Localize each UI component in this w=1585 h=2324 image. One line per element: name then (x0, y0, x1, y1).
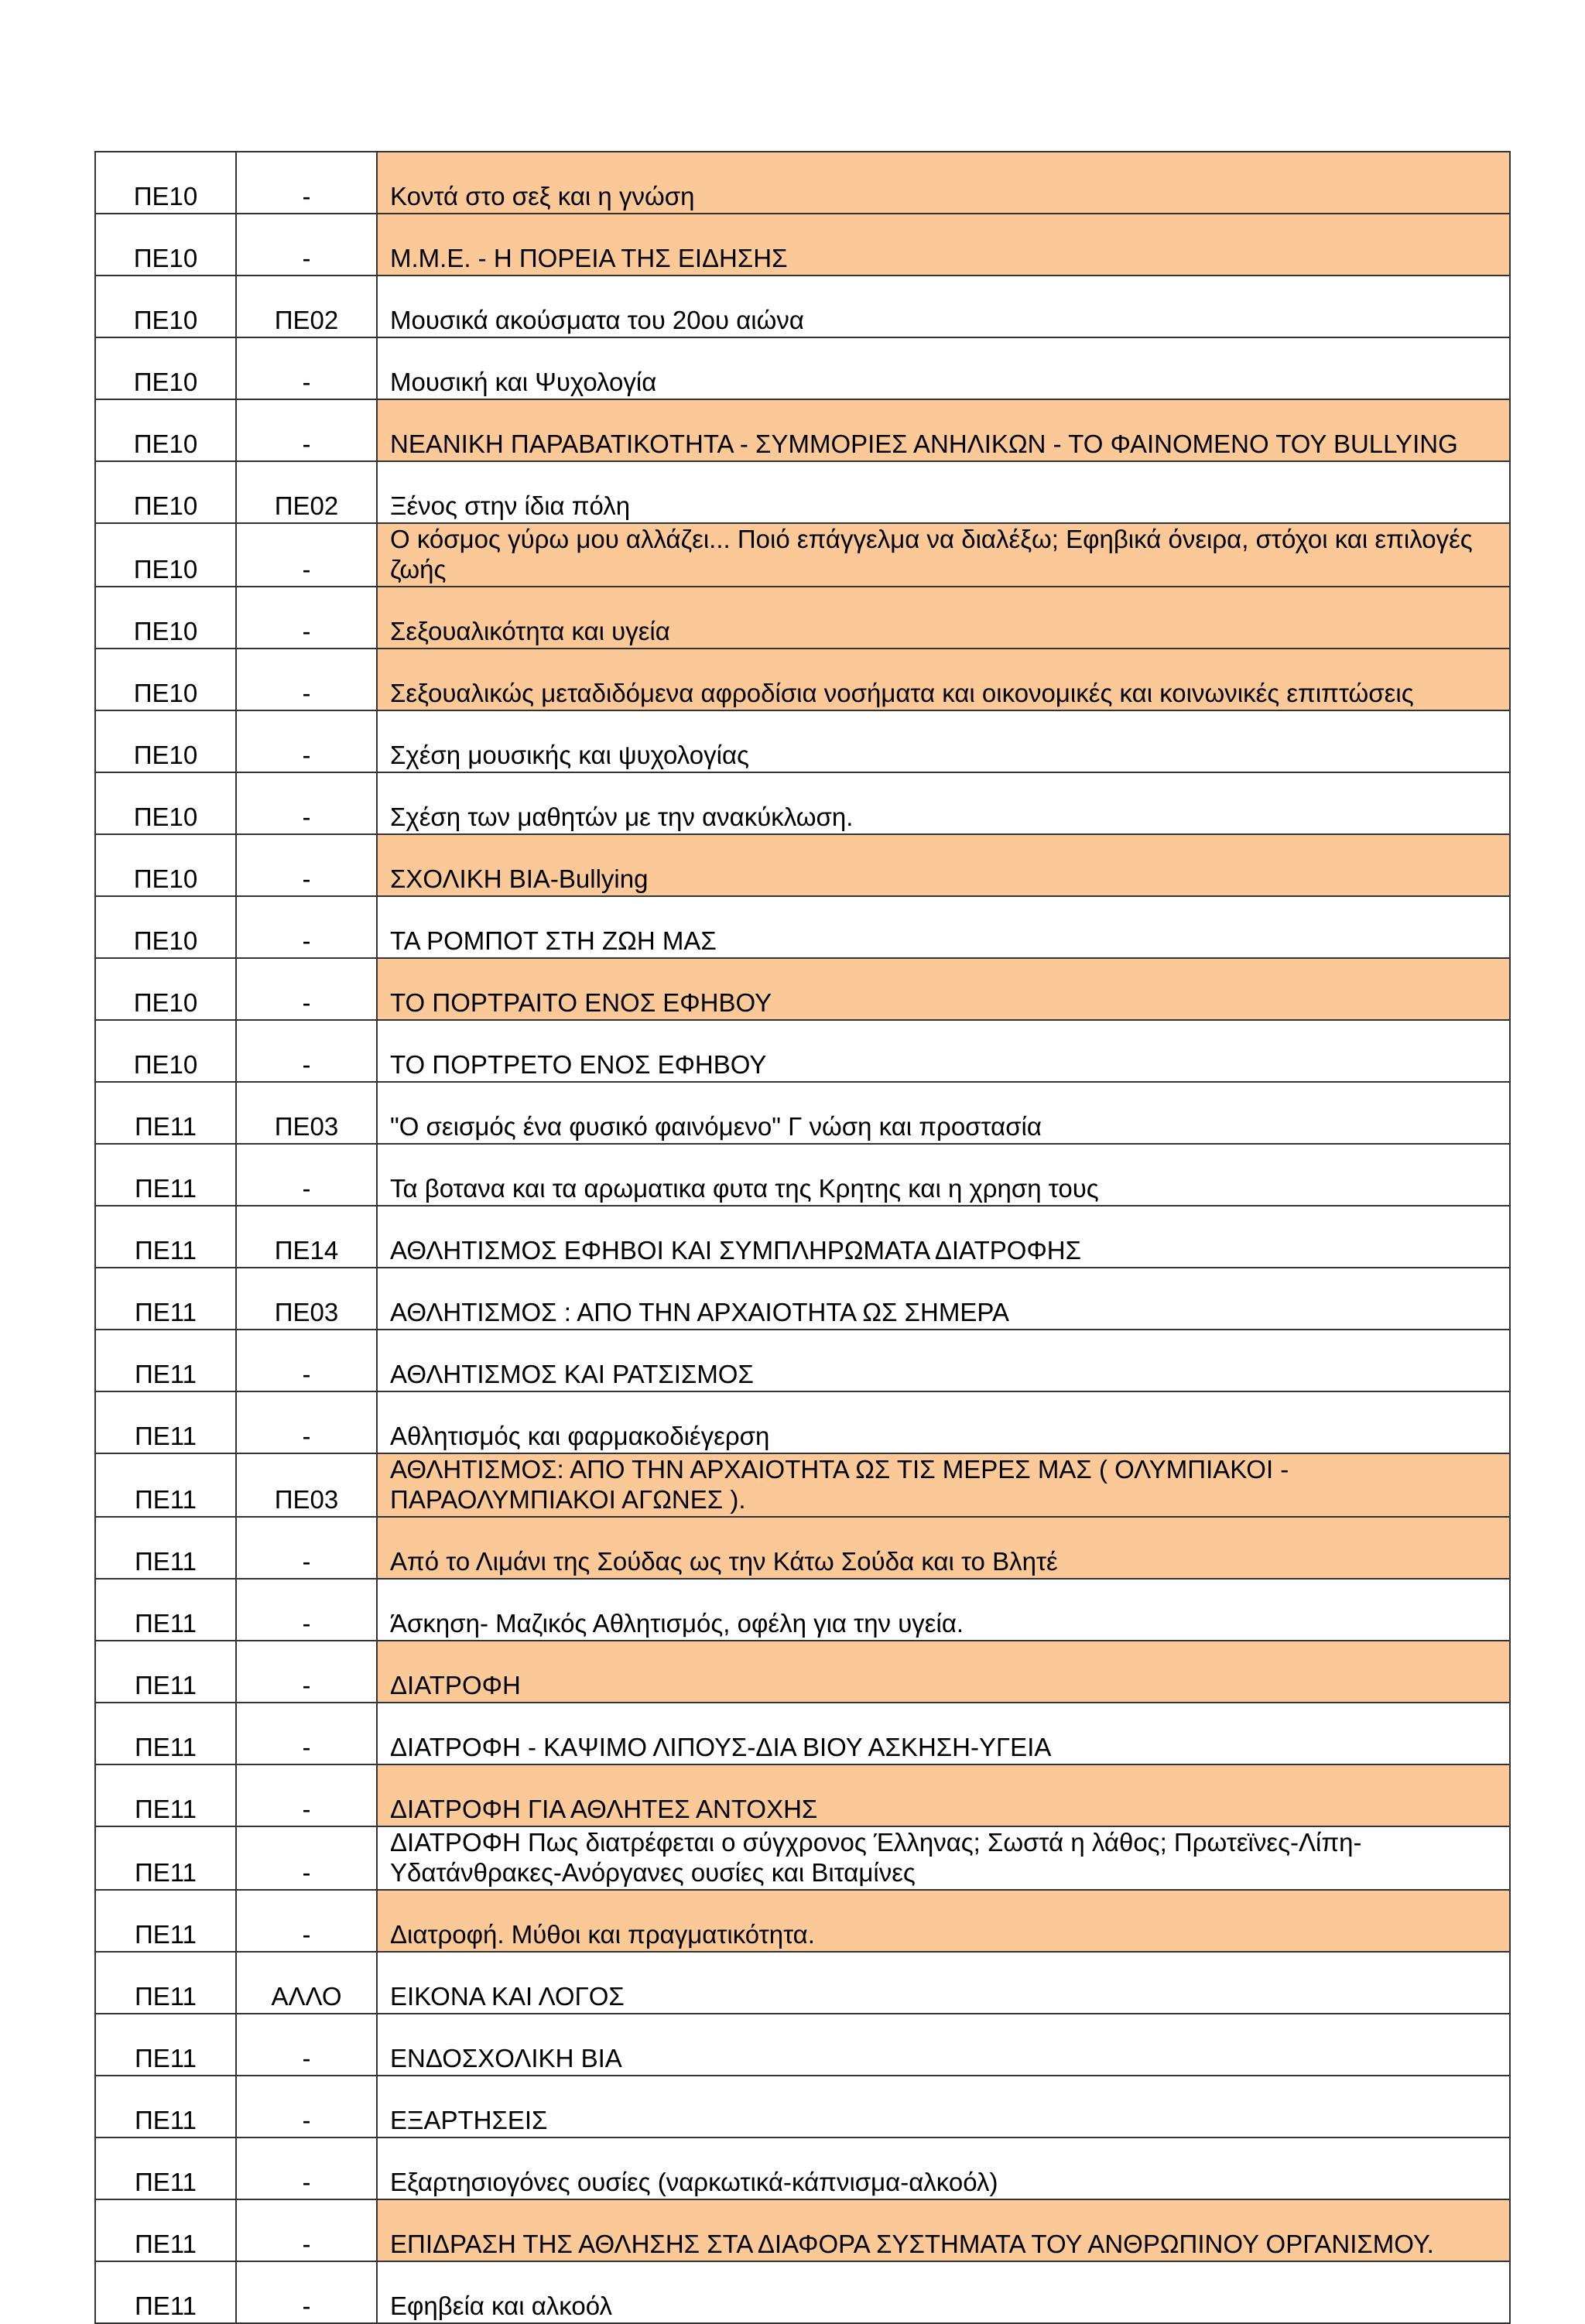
secondary-code-cell: ΠΕ03 (236, 1268, 377, 1330)
program-title-cell: ΔΙΑΤΡΟΦΗ - ΚΑΨΙΜΟ ΛΙΠΟΥΣ-ΔΙΑ ΒΙΟΥ ΑΣΚΗΣΗ-ΥΓΕΙΑ (377, 1703, 1510, 1764)
program-title-cell: ΔΙΑΤΡΟΦΗ (377, 1641, 1510, 1703)
area-code-cell: ΠΕ11 (95, 1703, 236, 1764)
area-code-cell: ΠΕ11 (95, 2199, 236, 2261)
area-code-cell: ΠΕ10 (95, 649, 236, 710)
secondary-code-cell: - (236, 1391, 377, 1453)
area-code-cell: ΠΕ10 (95, 523, 236, 587)
table-row (95, 337, 1510, 399)
table-row (95, 1268, 1510, 1330)
secondary-code-cell: - (236, 772, 377, 834)
secondary-code-cell: - (236, 1020, 377, 1082)
secondary-code-cell: ΠΕ03 (236, 1082, 377, 1144)
area-code-cell: ΠΕ10 (95, 834, 236, 896)
program-title-cell: ΤΟ ΠΟΡΤΡΕΤΟ ΕΝΟΣ ΕΦΗΒΟΥ (377, 1020, 1510, 1082)
area-code-cell: ΠΕ11 (95, 1144, 236, 1206)
program-title-cell: "Ο σεισμός ένα φυσικό φαινόμενο" Γ νώση και προστασία (377, 1082, 1510, 1144)
secondary-code-cell: - (236, 1330, 377, 1391)
area-code-cell: ΠΕ11 (95, 1453, 236, 1517)
area-code-cell: ΠΕ10 (95, 461, 236, 523)
area-code-cell: ΠΕ10 (95, 772, 236, 834)
area-code-cell: ΠΕ11 (95, 1268, 236, 1330)
table-row (95, 1764, 1510, 1826)
table-row (95, 958, 1510, 1020)
secondary-code-cell: ΠΕ03 (236, 1453, 377, 1517)
table-row (95, 1453, 1510, 1517)
area-code-cell: ΠΕ11 (95, 1330, 236, 1391)
table-row (95, 523, 1510, 587)
program-title-cell: Εξαρτησιογόνες ουσίες (ναρκωτικά-κάπνισμα-αλκοόλ) (377, 2137, 1510, 2199)
table-row (95, 2076, 1510, 2137)
secondary-code-cell: - (236, 1517, 377, 1579)
area-code-cell: ΠΕ11 (95, 1579, 236, 1641)
area-code-cell: ΠΕ10 (95, 710, 236, 772)
table-row (95, 1517, 1510, 1579)
program-table-sheet (94, 151, 1509, 2324)
table-row (95, 896, 1510, 958)
table-row (95, 1330, 1510, 1391)
table-row (95, 2137, 1510, 2199)
table-row (95, 710, 1510, 772)
area-code-cell: ΠΕ11 (95, 1641, 236, 1703)
table-row (95, 1020, 1510, 1082)
area-code-cell: ΠΕ10 (95, 276, 236, 337)
secondary-code-cell: - (236, 523, 377, 587)
secondary-code-cell: - (236, 152, 377, 214)
table-row (95, 2199, 1510, 2261)
area-code-cell: ΠΕ10 (95, 587, 236, 649)
program-title-cell: Τα βοτανα και τα αρωματικα φυτα της Κρητης και η χρηση τους (377, 1144, 1510, 1206)
area-code-cell: ΠΕ11 (95, 1206, 236, 1268)
secondary-code-cell: - (236, 710, 377, 772)
area-code-cell: ΠΕ11 (95, 1890, 236, 1952)
area-code-cell: ΠΕ11 (95, 2137, 236, 2199)
program-title-cell: Μουσική και Ψυχολογία (377, 337, 1510, 399)
program-table (94, 151, 1511, 2324)
program-title-cell: ΣΧΟΛΙΚΗ ΒΙΑ-Bullying (377, 834, 1510, 896)
program-title-cell: Σχέση των μαθητών με την ανακύκλωση. (377, 772, 1510, 834)
program-title-cell: Κοντά στο σεξ και η γνώση (377, 152, 1510, 214)
table-row (95, 214, 1510, 276)
table-row (95, 2261, 1510, 2323)
table-row (95, 1579, 1510, 1641)
table-row (95, 834, 1510, 896)
area-code-cell: ΠΕ10 (95, 214, 236, 276)
program-title-cell: Αθλητισμός και φαρμακοδιέγερση (377, 1391, 1510, 1453)
area-code-cell: ΠΕ10 (95, 958, 236, 1020)
area-code-cell: ΠΕ10 (95, 337, 236, 399)
program-title-cell: Μουσικά ακούσματα του 20ου αιώνα (377, 276, 1510, 337)
program-title-cell: ΕΞΑΡΤΗΣΕΙΣ (377, 2076, 1510, 2137)
area-code-cell: ΠΕ11 (95, 1082, 236, 1144)
table-row (95, 1144, 1510, 1206)
table-row (95, 587, 1510, 649)
area-code-cell: ΠΕ10 (95, 399, 236, 461)
table-row (95, 152, 1510, 214)
program-title-cell: Διατροφή. Μύθοι και πραγματικότητα. (377, 1890, 1510, 1952)
area-code-cell: ΠΕ11 (95, 1764, 236, 1826)
table-row (95, 2014, 1510, 2076)
secondary-code-cell: ΑΛΛΟ (236, 1952, 377, 2014)
secondary-code-cell: - (236, 1144, 377, 1206)
area-code-cell: ΠΕ10 (95, 896, 236, 958)
secondary-code-cell: - (236, 834, 377, 896)
area-code-cell: ΠΕ11 (95, 1826, 236, 1890)
area-code-cell: ΠΕ10 (95, 1020, 236, 1082)
secondary-code-cell: ΠΕ02 (236, 461, 377, 523)
secondary-code-cell: - (236, 1641, 377, 1703)
program-title-cell: ΑΘΛΗΤΙΣΜΟΣ ΕΦΗΒΟΙ ΚΑΙ ΣΥΜΠΛΗΡΩΜΑΤΑ ΔΙΑΤΡΟΦΗΣ (377, 1206, 1510, 1268)
program-title-cell: Σεξουαλικότητα και υγεία (377, 587, 1510, 649)
table-row (95, 1206, 1510, 1268)
secondary-code-cell: - (236, 2261, 377, 2323)
area-code-cell: ΠΕ11 (95, 1391, 236, 1453)
program-title-cell: ΝΕΑΝΙΚΗ ΠΑΡΑΒΑΤΙΚΟΤΗΤΑ - ΣΥΜΜΟΡΙΕΣ ΑΝΗΛΙΚΩΝ - ΤΟ ΦΑΙΝΟΜΕΝΟ ΤΟΥ BULLYING (377, 399, 1510, 461)
table-row (95, 399, 1510, 461)
secondary-code-cell: - (236, 958, 377, 1020)
program-title-cell: Άσκηση- Μαζικός Αθλητισμός, οφέλη για την υγεία. (377, 1579, 1510, 1641)
table-row (95, 1641, 1510, 1703)
program-title-cell: Εφηβεία και αλκοόλ (377, 2261, 1510, 2323)
secondary-code-cell: - (236, 2137, 377, 2199)
secondary-code-cell: - (236, 649, 377, 710)
program-title-cell: ΕΝΔΟΣΧΟΛΙΚΗ ΒΙΑ (377, 2014, 1510, 2076)
secondary-code-cell: - (236, 1579, 377, 1641)
secondary-code-cell: - (236, 2199, 377, 2261)
table-row (95, 1826, 1510, 1890)
program-title-cell: ΕΙΚΟΝΑ ΚΑΙ ΛΟΓΟΣ (377, 1952, 1510, 2014)
program-title-cell: ΑΘΛΗΤΙΣΜΟΣ ΚΑΙ ΡΑΤΣΙΣΜΟΣ (377, 1330, 1510, 1391)
secondary-code-cell: - (236, 2014, 377, 2076)
secondary-code-cell: - (236, 1826, 377, 1890)
table-row (95, 461, 1510, 523)
area-code-cell: ΠΕ11 (95, 1952, 236, 2014)
area-code-cell: ΠΕ11 (95, 1517, 236, 1579)
program-title-cell: Σεξουαλικώς μεταδιδόμενα αφροδίσια νοσήματα και οικονομικές και κοινωνικές επιπτώσεις (377, 649, 1510, 710)
program-title-cell: Σχέση μουσικής και ψυχολογίας (377, 710, 1510, 772)
secondary-code-cell: - (236, 896, 377, 958)
secondary-code-cell: - (236, 399, 377, 461)
area-code-cell: ΠΕ11 (95, 2261, 236, 2323)
program-title-cell: Μ.Μ.Ε. - Η ΠΟΡΕΙΑ ΤΗΣ ΕΙΔΗΣΗΣ (377, 214, 1510, 276)
secondary-code-cell: ΠΕ02 (236, 276, 377, 337)
secondary-code-cell: - (236, 1703, 377, 1764)
program-title-cell: ΔΙΑΤΡΟΦΗ ΓΙΑ ΑΘΛΗΤΕΣ ΑΝΤΟΧΗΣ (377, 1764, 1510, 1826)
program-title-cell: ΕΠΙΔΡΑΣΗ ΤΗΣ ΑΘΛΗΣΗΣ ΣΤΑ ΔΙΑΦΟΡΑ ΣΥΣΤΗΜΑΤΑ ΤΟΥ ΑΝΘΡΩΠΙΝΟΥ ΟΡΓΑΝΙΣΜΟΥ. (377, 2199, 1510, 2261)
program-title-cell: ΤΟ ΠΟΡΤΡΑΙΤΟ ΕΝΟΣ ΕΦΗΒΟΥ (377, 958, 1510, 1020)
table-row (95, 1703, 1510, 1764)
table-row (95, 1082, 1510, 1144)
secondary-code-cell: - (236, 587, 377, 649)
program-title-cell: ΑΘΛΗΤΙΣΜΟΣ : ΑΠΟ ΤΗΝ ΑΡΧΑΙΟΤΗΤΑ ΩΣ ΣΗΜΕΡΑ (377, 1268, 1510, 1330)
area-code-cell: ΠΕ10 (95, 152, 236, 214)
table-row (95, 1391, 1510, 1453)
area-code-cell: ΠΕ11 (95, 2076, 236, 2137)
table-row (95, 276, 1510, 337)
program-title-cell: Από το Λιμάνι της Σούδας ως την Κάτω Σούδα και το Βλητέ (377, 1517, 1510, 1579)
secondary-code-cell: - (236, 1764, 377, 1826)
program-title-cell: Ο κόσμος γύρω μου αλλάζει... Ποιό επάγγελμα να διαλέξω; Εφηβικά όνειρα, στόχοι και επιλογές ζωής (377, 523, 1510, 587)
table-row (95, 1890, 1510, 1952)
secondary-code-cell: - (236, 2076, 377, 2137)
area-code-cell: ΠΕ11 (95, 2014, 236, 2076)
secondary-code-cell: - (236, 214, 377, 276)
secondary-code-cell: ΠΕ14 (236, 1206, 377, 1268)
secondary-code-cell: - (236, 1890, 377, 1952)
table-row (95, 649, 1510, 710)
program-title-cell: ΑΘΛΗΤΙΣΜΟΣ: ΑΠΟ ΤΗΝ ΑΡΧΑΙΟΤΗΤΑ ΩΣ ΤΙΣ ΜΕΡΕΣ ΜΑΣ ( ΟΛΥΜΠΙΑΚΟΙ - ΠΑΡΑΟΛΥΜΠΙΑΚΟΙ ΑΓΩΝΕΣ ). (377, 1453, 1510, 1517)
secondary-code-cell: - (236, 337, 377, 399)
program-title-cell: ΔΙΑΤΡΟΦΗ Πως διατρέφεται ο σύγχρονος Έλληνας; Σωστά η λάθος; Πρωτεϊνες-Λίπη-Υδατάνθρακες-Ανόργανες ουσίες και Βιταμίνες (377, 1826, 1510, 1890)
program-title-cell: ΤΑ ΡΟΜΠΟΤ ΣΤΗ ΖΩΗ ΜΑΣ (377, 896, 1510, 958)
program-table-body (95, 152, 1510, 2323)
table-row (95, 772, 1510, 834)
program-title-cell: Ξένος στην ίδια πόλη (377, 461, 1510, 523)
table-row (95, 1952, 1510, 2014)
